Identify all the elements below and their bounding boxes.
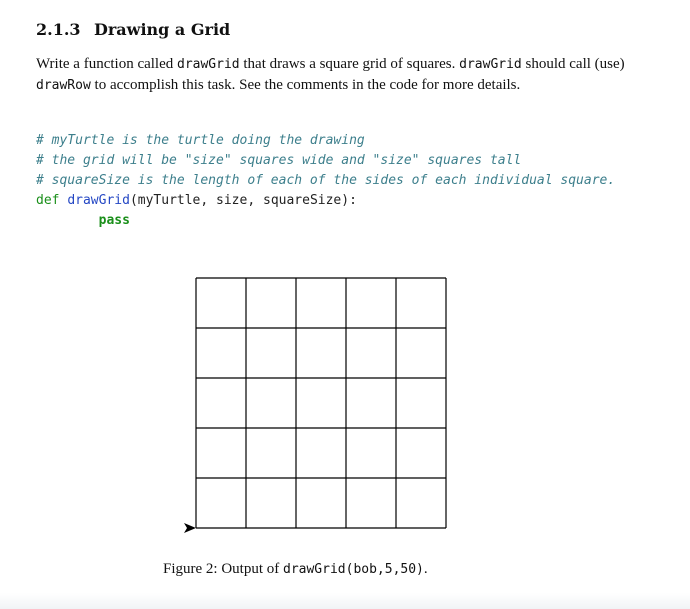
caption-prefix: Figure 2: Output of [163, 561, 283, 577]
inline-code-drawrow: drawRow [36, 78, 91, 93]
instruction-paragraph [36, 54, 636, 96]
inline-code-drawgrid-2: drawGrid [459, 57, 522, 72]
section-heading [36, 20, 230, 39]
grid-figure [178, 268, 458, 538]
caption-suffix: . [423, 561, 428, 577]
caption-code: drawGrid(bob,5,50) [283, 562, 424, 577]
code-comment-2: # the grid will be "size" squares wide and "size" squares tall [36, 153, 522, 168]
paragraph-text-4: to accomplish this task. See the comments in the code for more details. [90, 77, 521, 93]
code-listing [36, 131, 615, 231]
section-title: Drawing a Grid [94, 20, 231, 39]
code-def-keyword: def [36, 193, 60, 208]
paragraph-text-2: that draws a square grid of squares. [239, 56, 460, 72]
code-signature: (myTurtle, size, squareSize): [129, 193, 357, 208]
code-comment-3: # squareSize is the length of each of the sides of each individual square. [36, 173, 616, 188]
inline-code-drawgrid: drawGrid [177, 57, 240, 72]
code-pass-statement: pass [98, 213, 130, 228]
paragraph-text-3: should call (use) [521, 56, 625, 72]
section-number: 2.1.3 [36, 20, 81, 39]
code-function-name: drawGrid [67, 193, 130, 208]
turtle-arrow-icon [184, 523, 196, 533]
code-comment-1: # myTurtle is the turtle doing the drawing [36, 133, 365, 148]
grid-lines [196, 278, 446, 528]
figure-caption [163, 561, 428, 578]
paragraph-text-1: Write a function called [36, 56, 177, 72]
page-bottom-edge [0, 593, 690, 609]
